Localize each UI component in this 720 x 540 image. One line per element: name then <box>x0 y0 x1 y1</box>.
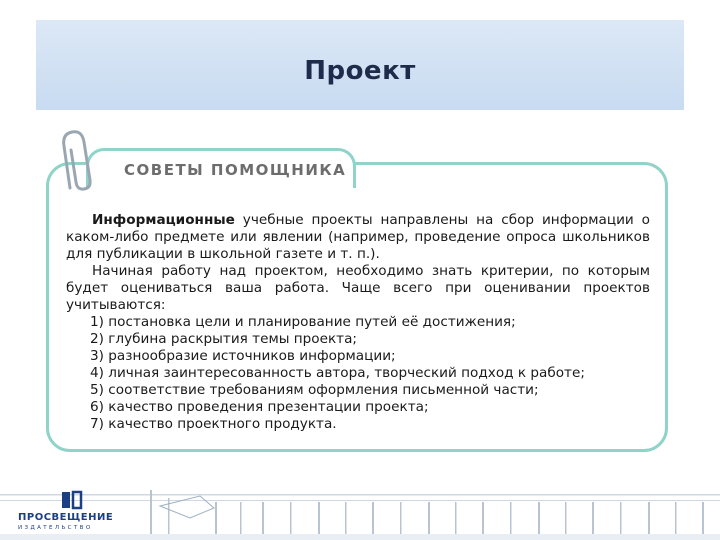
list-item: 4) личная заинтересованность автора, творческий подход к работе; <box>90 365 585 381</box>
list-item: 7) качество проектного продукта. <box>90 416 337 432</box>
bold-term: Информационные <box>92 212 235 228</box>
publisher-logo-icon <box>60 490 84 510</box>
paragraph-criteria-intro: Начиная работу над проектом, необходимо знать критерии, по которым будет оцениваться ваша работа. Чаще всего при оценивании проектов учитываются: <box>66 263 650 313</box>
list-item: 6) качество проведения презентации проекта; <box>90 399 429 415</box>
list-item: 3) разнообразие источников информации; <box>90 348 396 364</box>
title-banner <box>36 20 684 110</box>
tips-card-heading: СОВЕТЫ ПОМОЩНИКА <box>124 161 347 179</box>
paragraph-text: учебные проекты направлены на сбор информации о каком-либо предмете или явлении (например, проведение опроса школьников для публикации в школьной газете и т. п.). <box>66 212 650 262</box>
publisher-logo-name: ПРОСВЕЩЕНИЕ <box>18 512 114 523</box>
publisher-logo-subtitle: ИЗДАТЕЛЬСТВО <box>18 525 93 531</box>
list-item: 5) соответствие требованиям оформления письменной части; <box>90 382 539 398</box>
page-title: Проект <box>304 56 416 86</box>
criteria-list <box>66 314 650 433</box>
paperclip-icon <box>58 128 98 198</box>
list-item: 1) постановка цели и планирование путей её достижения; <box>90 314 516 330</box>
tips-body <box>66 212 650 433</box>
list-item: 2) глубина раскрытия темы проекта; <box>90 331 357 347</box>
paragraph-information-projects <box>66 212 650 263</box>
